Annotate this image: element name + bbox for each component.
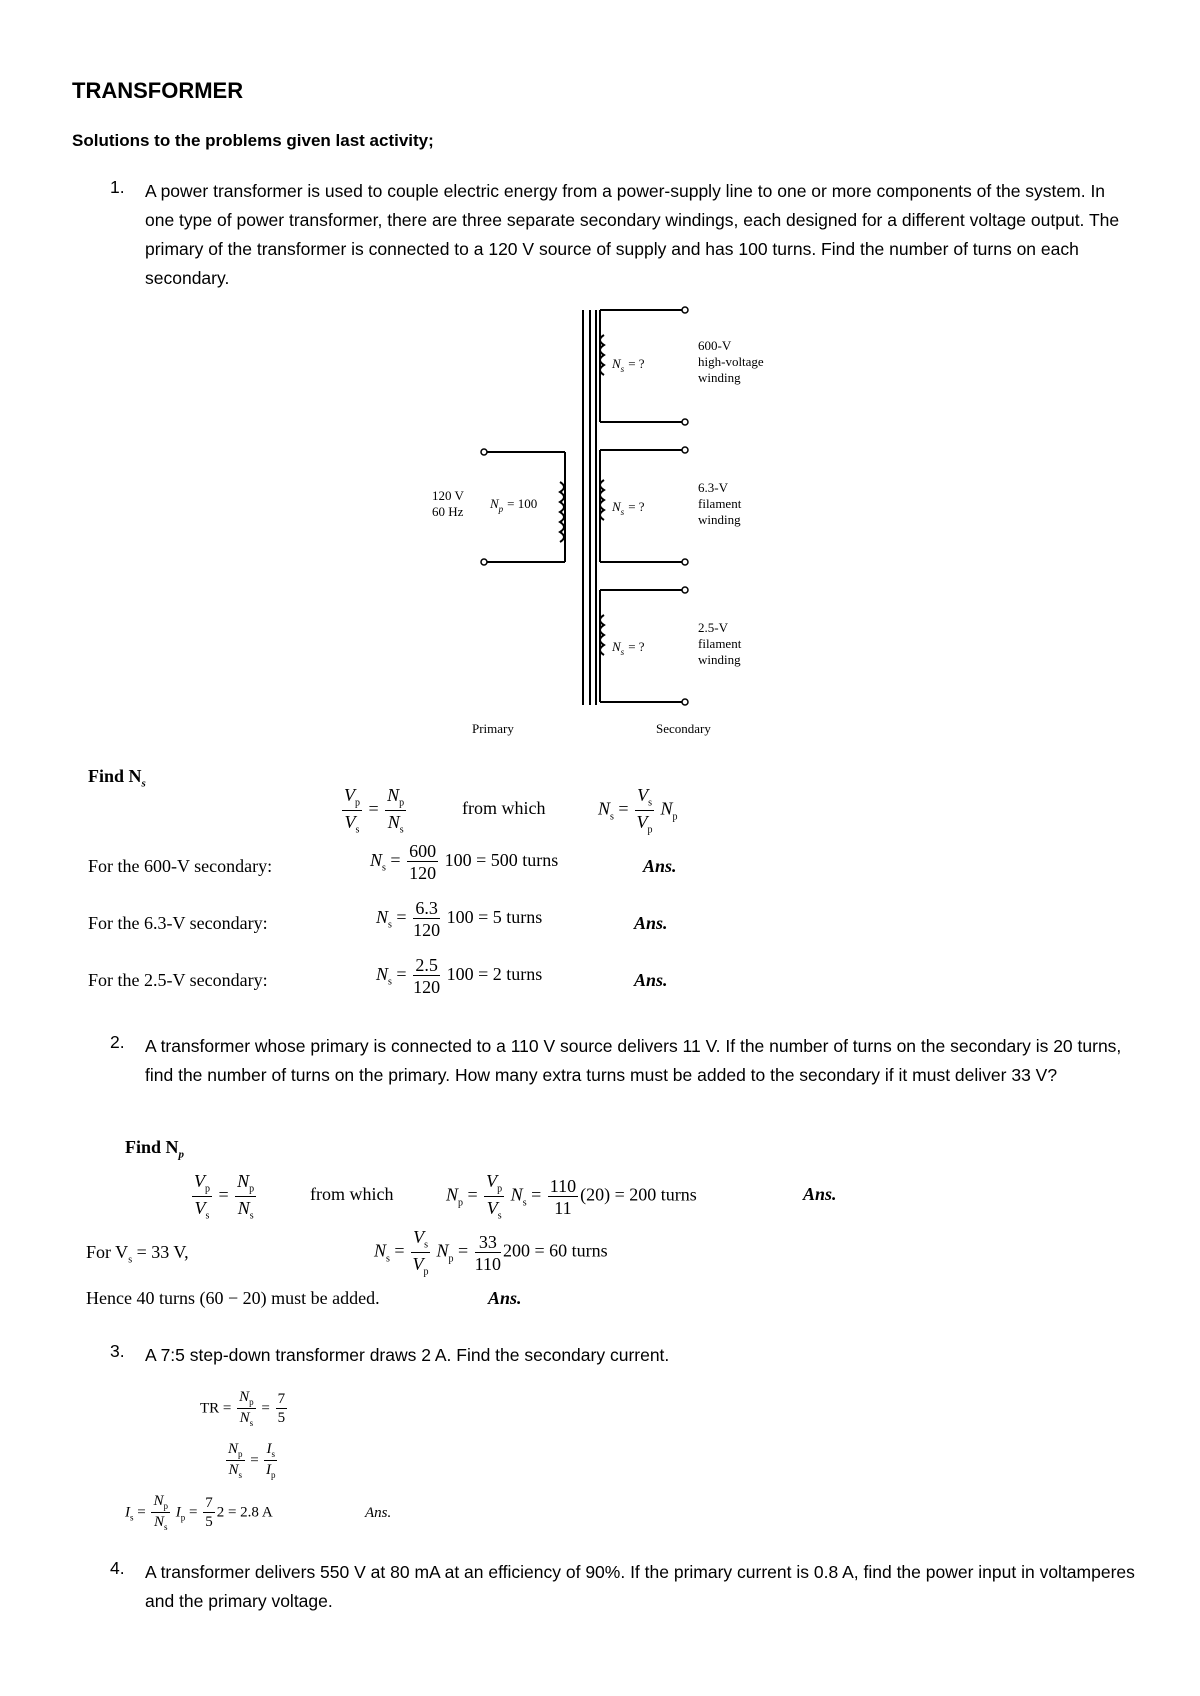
np-value: = 100 — [507, 496, 538, 511]
primary-label: Primary — [472, 721, 514, 736]
sol2-ans1: Ans. — [803, 1184, 837, 1204]
problem-4-text: A transformer delivers 550 V at 80 mA at an efficiency of 90%. If the primary current is 0.8 A, find the power input in voltamperes and the primary voltage. — [145, 1562, 1135, 1611]
winding-600v-l2: high-voltage — [698, 354, 764, 369]
sol2-np-formula: $N_p$ = $\frac{V_p}{V_s}$ $N_s$ = $\frac{110}{11}$ (20) = 200 turns — [446, 1171, 697, 1222]
sol1-row2-ans: Ans. — [634, 913, 668, 933]
sol1-find: Find $N_s$ — [88, 766, 146, 790]
problem-1-number: 1. — [110, 177, 125, 197]
winding-63v-l3: winding — [698, 512, 741, 527]
winding-600v-l1: 600-V — [698, 338, 732, 353]
ns-label-1: N — [612, 356, 621, 371]
sol1-ratio-equation: $\frac{V_p}{V_s}$ = $\frac{N_p}{N_s}$ — [344, 785, 405, 836]
sol3-tr: TR = $\frac{N_p}{N_s}$ = $\frac{7}{5}$ — [200, 1389, 286, 1428]
sol2-ans2: Ans. — [488, 1288, 522, 1308]
sol1-from-which: from which — [462, 798, 546, 818]
winding-25v-l2: filament — [698, 636, 742, 651]
sol1-row3-ans: Ans. — [634, 970, 668, 990]
sol1-row2-label: For the 6.3-V secondary: — [88, 913, 268, 933]
page-title: TRANSFORMER — [72, 78, 244, 103]
sol2-hence: Hence 40 turns (60 − 20) must be added. — [86, 1288, 380, 1308]
winding-63v-l1: 6.3-V — [698, 480, 728, 495]
svg-text:Ns= ?: $N_s$ = ? — [612, 639, 645, 657]
sol1-row3-eq: $N_s$ = $\frac{2.5}{120}$ 100 = 2 turns — [376, 955, 543, 997]
sol1-ns-formula: $N_s$ = $\frac{V_s}{V_p}$ $N_p$ — [598, 785, 678, 836]
problem-2-number: 2. — [110, 1032, 125, 1052]
sol2-from-which: from which — [310, 1184, 394, 1204]
svg-text:Ns= ?: $N_s$ = ? — [612, 499, 645, 517]
sol1-row3-label: For the 2.5-V secondary: — [88, 970, 268, 990]
ns-label-2: N — [612, 499, 621, 514]
sol2-ratio-equation: $\frac{V_p}{V_s}$ = $\frac{N_p}{N_s}$ — [194, 1171, 255, 1222]
problem-1-text: A power transformer is used to couple electric energy from a power-supply line to one or more components of the system. In one type of power transformer, there are three separate secondary windings, each designed for a different voltage output. The primary of the transformer is connected to a 120 V source of supply and has 100 turns. Find the number of turns on each secondary. — [145, 181, 1120, 288]
subtitle: Solutions to the problems given last activity; — [72, 131, 434, 150]
problem-4-number: 4. — [110, 1558, 125, 1578]
ns-label-3: N — [612, 639, 621, 654]
winding-600v-l3: winding — [698, 370, 741, 385]
problem-3-text: A 7:5 step-down transformer draws 2 A. Find the secondary current. — [145, 1345, 670, 1365]
winding-63v-l2: filament — [698, 496, 742, 511]
sol1-row1-eq: $N_s$ = $\frac{600}{120}$ 100 = 500 turns — [370, 841, 559, 883]
sol2-ns-calc: $N_s$ = $\frac{V_s}{V_p}$ $N_p$ = $\frac{33}{110}$ 200 = 60 turns — [374, 1227, 608, 1278]
secondary-label: Secondary — [656, 721, 711, 736]
np-label: N — [490, 496, 499, 511]
sol1-row1-label: For the 600-V secondary: — [88, 856, 273, 876]
sol2-for-vs: For $V_s = 33$ V, — [86, 1242, 189, 1266]
winding-25v-l3: winding — [698, 652, 741, 667]
svg-text:Ns= ?: $N_s$ = ? — [612, 356, 645, 374]
sol3-ans: Ans. — [365, 1505, 392, 1521]
svg-text:Np= 100: $N_p = 100$ — [490, 496, 538, 514]
sol3-result: $I_s$ = $\frac{N_p}{N_s}$ $I_p$ = $\frac{7}{5}$ 2 = 2.8 A — [125, 1493, 273, 1532]
problem-2-text: A transformer whose primary is connected to a 110 V source delivers 11 V. If the number of turns on the secondary is 20 turns, find the number of turns on the primary. How many extra turns must be added to the secondary if it must deliver 33 V? — [145, 1036, 1122, 1085]
transformer-diagram — [420, 300, 800, 740]
sol1-row1-ans: Ans. — [643, 856, 677, 876]
problem-3-number: 3. — [110, 1341, 125, 1361]
winding-25v-l1: 2.5-V — [698, 620, 728, 635]
sol1-row2-eq: $N_s$ = $\frac{6.3}{120}$ 100 = 5 turns — [376, 898, 543, 940]
sol2-find: Find $N_p$ — [125, 1137, 185, 1161]
source-frequency: 60 Hz — [432, 504, 464, 519]
source-voltage: 120 V — [432, 488, 464, 503]
sol3-ratio: $\frac{N_p}{N_s}$ = $\frac{I_s}{I_p}$ — [228, 1441, 276, 1480]
